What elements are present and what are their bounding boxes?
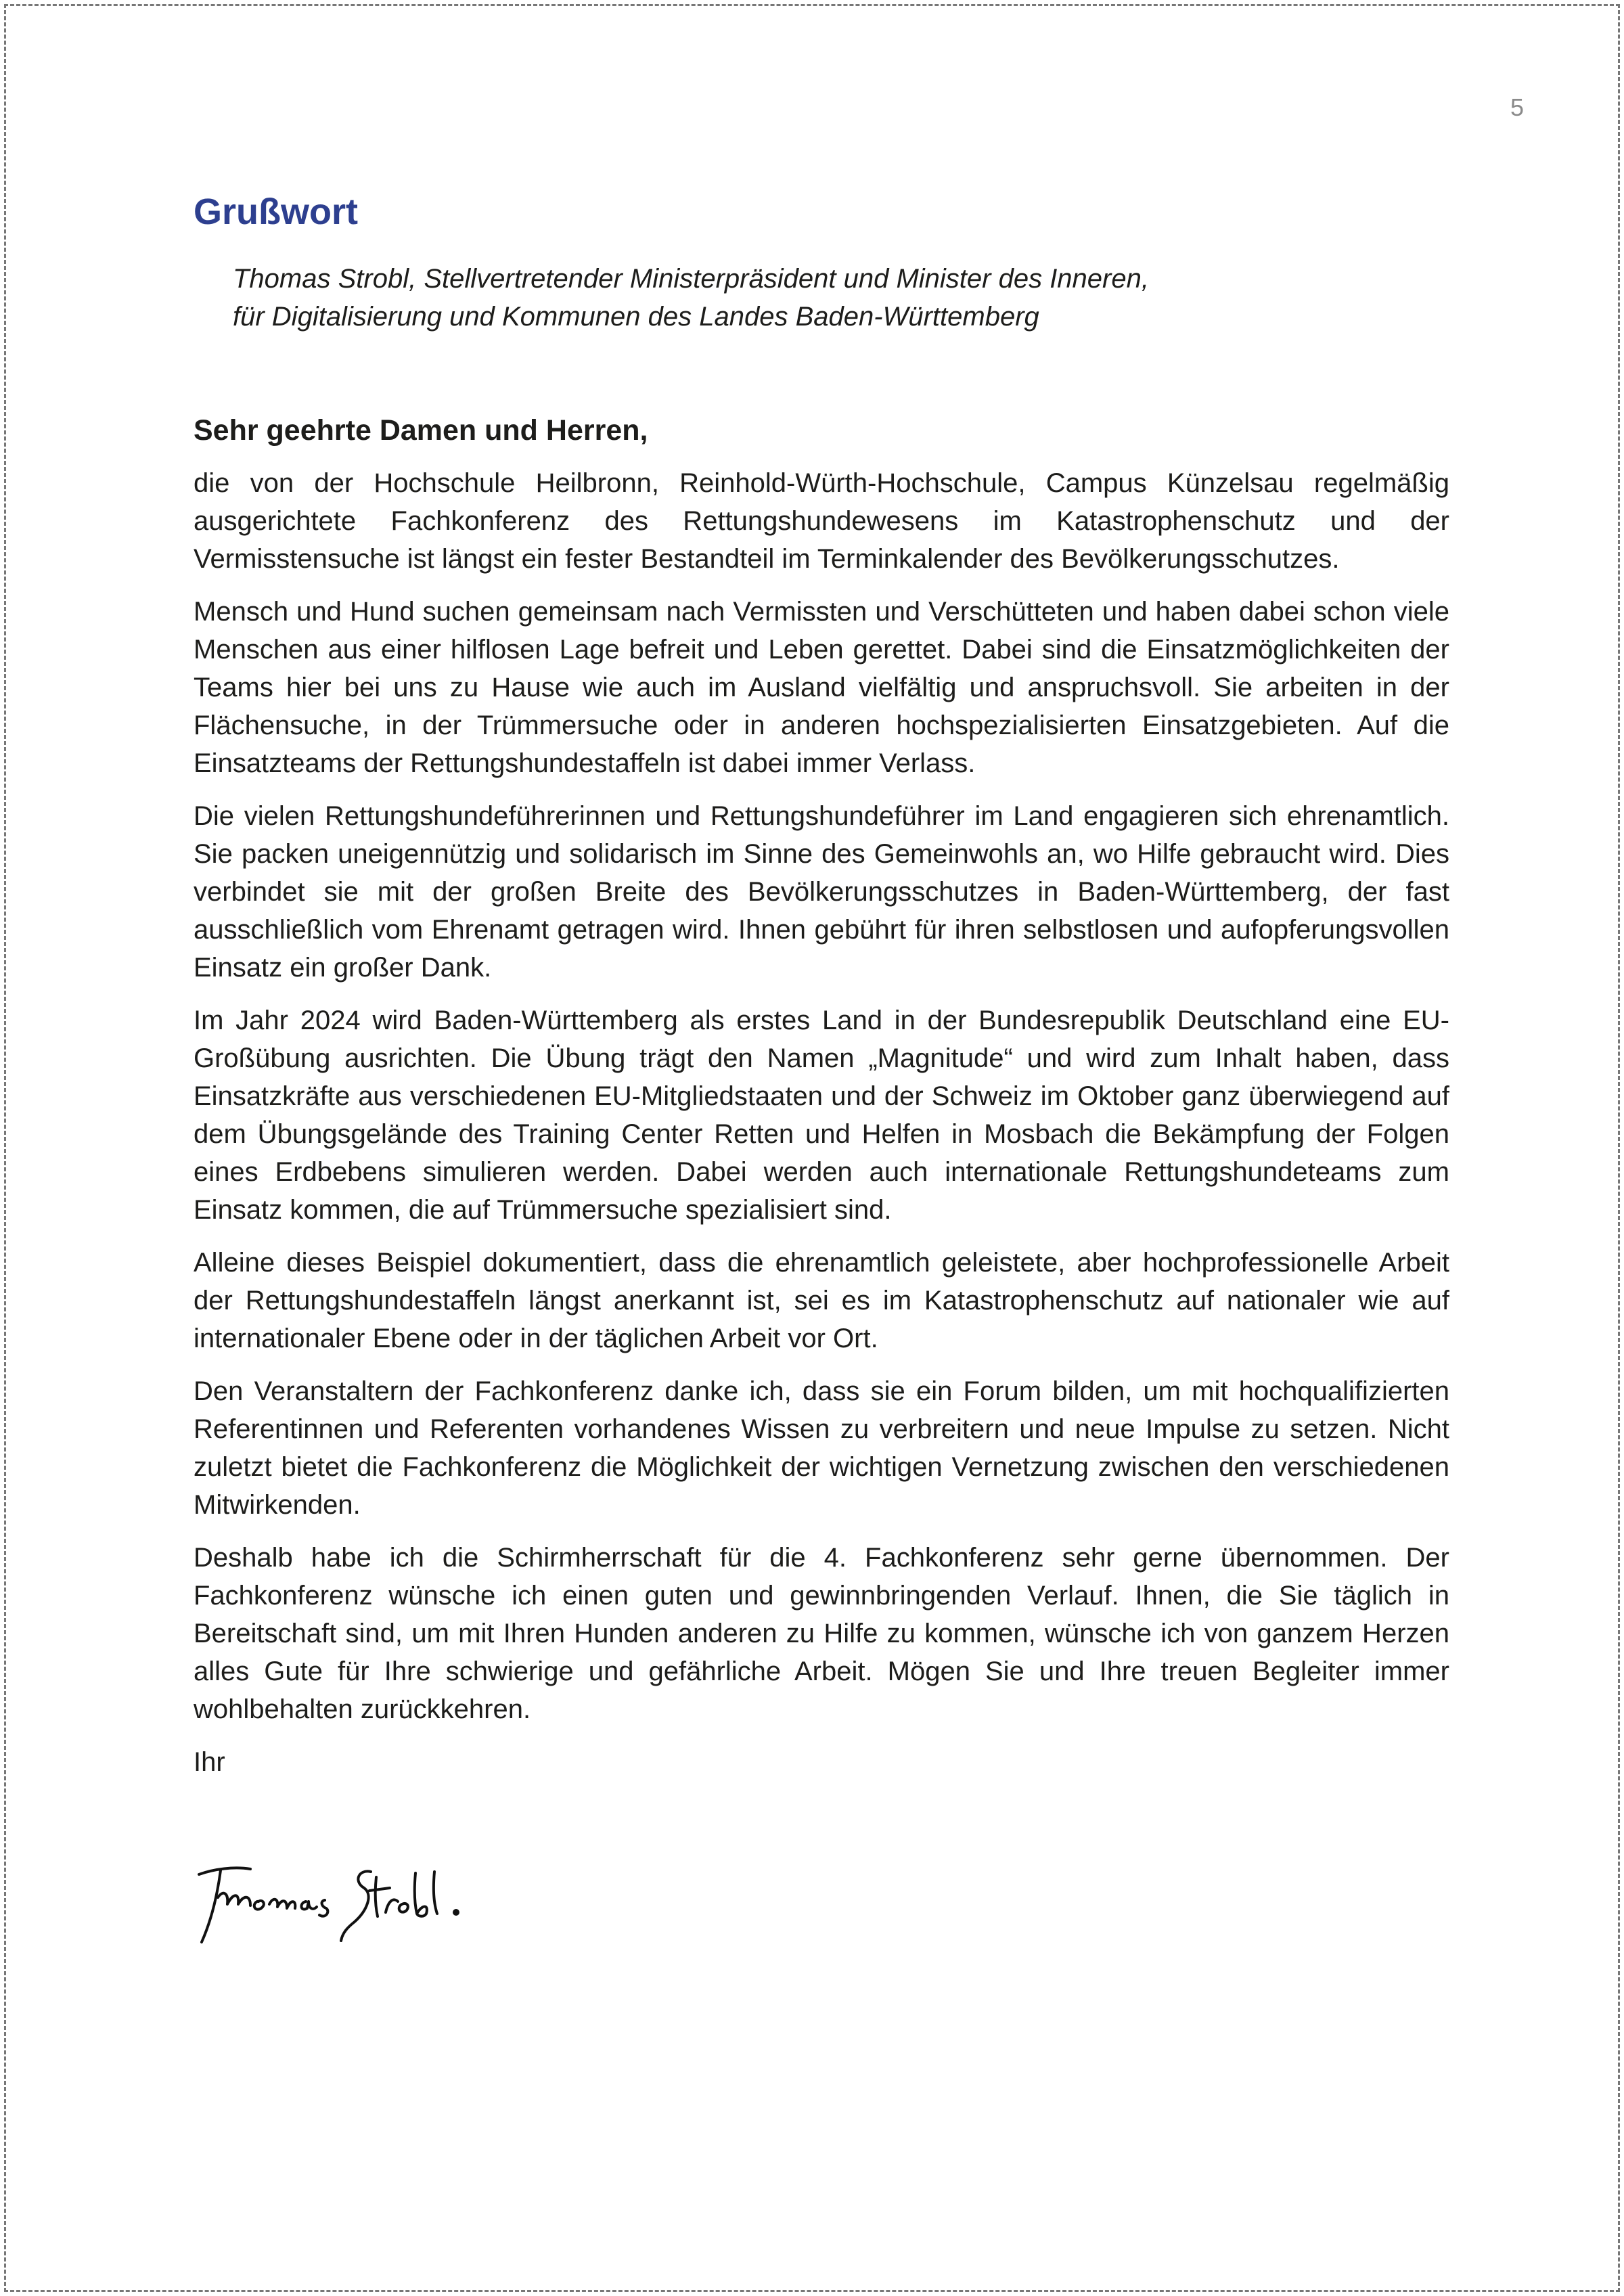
page-number: 5 (1510, 93, 1524, 121)
letter-body (194, 464, 1449, 1796)
paragraph-5: Alleine dieses Beispiel dokumentiert, dass die ehrenamtlich geleistete, aber hochprofessionelle Arbeit der Rettungshundestaffeln längst anerkannt ist, sei es im Katastrophenschutz auf nationaler wie auf internationaler Ebene oder in der täglichen Arbeit vor Ort. (194, 1248, 1449, 1353)
salutation: Sehr geehrte Damen und Herren, (194, 414, 648, 447)
author-affiliation-line-1: Thomas Strobl, Stellvertretender Ministerpräsident und Minister des Inneren, (233, 264, 1149, 294)
paragraph-7: Deshalb habe ich die Schirmherrschaft für die 4. Fachkonferenz sehr gerne übernommen. Der Fachkonferenz wünsche ich einen guten und gewinnbringenden Verlauf. Ihnen, die Sie täglich in Bereitschaft sind, um mit Ihren Hunden anderen zu Hilfe zu kommen, wünsche ich von ganzem Herzen alles Gute für Ihre schwierige und gefährliche Arbeit. Mögen Sie und Ihre treuen Begleiter immer wohlbehalten zurückkehren. (194, 1543, 1449, 1724)
paragraph-3: Die vielen Rettungshundeführerinnen und Rettungshundeführer im Land engagieren sich ehrenamtlich. Sie packen uneigennützig und solidarisch im Sinne des Gemeinwohls an, wo Hilfe gebraucht wird. Dies verbindet sie mit der großen Breite des Bevölkerungsschutzes in Baden-Württemberg, der fast ausschließlich vom Ehrenamt getragen wird. Ihnen gebührt für ihren selbstlosen und aufopferungsvollen Einsatz ein großer Dank. (194, 801, 1449, 983)
handwritten-signature (194, 1857, 478, 1958)
paragraph-1: die von der Hochschule Heilbronn, Reinhold-Würth-Hochschule, Campus Künzelsau regelmäßig ausgerichtete Fachkonferenz des Rettungshundewesens im Katastrophenschutz und der Vermisstensuche ist längst ein fester Bestandteil im Terminkalender des Bevölkerungsschutzes. (194, 468, 1449, 574)
author-affiliation-line-2: für Digitalisierung und Kommunen des Landes Baden-Württemberg (233, 302, 1039, 332)
paragraph-2: Mensch und Hund suchen gemeinsam nach Vermissten und Verschütteten und haben dabei schon viele Menschen aus einer hilflosen Lage befreit und Leben gerettet. Dabei sind die Einsatzmöglichkeiten der Teams hier bei uns zu Hause wie auch im Ausland vielfältig und anspruchsvoll. Sie arbeiten in der Flächensuche, in der Trümmersuche oder in anderen hochspezialisierten Einsatzgebieten. Auf die Einsatzteams der Rettungshundestaffeln ist dabei immer Verlass. (194, 597, 1449, 778)
paragraph-6: Den Veranstaltern der Fachkonferenz danke ich, dass sie ein Forum bilden, um mit hochqualifizierten Referentinnen und Referenten vorhandenes Wissen zu verbreitern und neue Impulse zu setzen. Nicht zuletzt bietet die Fachkonferenz die Möglichkeit der wichtigen Vernetzung zwischen den verschiedenen Mitwirkenden. (194, 1376, 1449, 1520)
closing: Ihr (194, 1747, 225, 1777)
author-affiliation (233, 260, 1149, 336)
page-title: Grußwort (194, 192, 358, 232)
paragraph-4: Im Jahr 2024 wird Baden-Württemberg als erstes Land in der Bundesrepublik Deutschland eine EU-Großübung ausrichten. Die Übung trägt den Namen „Magnitude“ und wird zum Inhalt haben, dass Einsatzkräfte aus verschiedenen EU-Mitgliedstaaten und der Schweiz im Oktober ganz überwiegend auf dem Übungsgelände des Training Center Retten und Helfen in Mosbach die Bekämpfung der Folgen eines Erdbebens simulieren werden. Dabei werden auch internationale Rettungshundeteams zum Einsatz kommen, die auf Trümmersuche spezialisiert sind. (194, 1006, 1449, 1225)
